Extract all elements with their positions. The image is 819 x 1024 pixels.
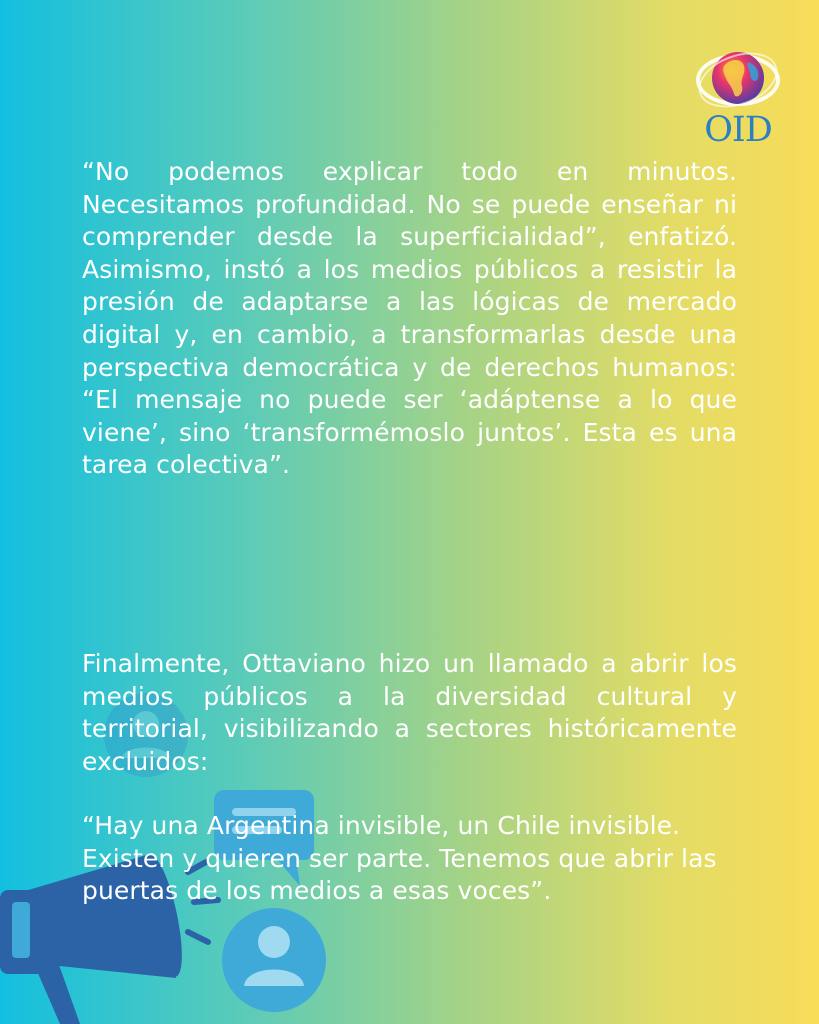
paragraph-2: Finalmente, Ottaviano hizo un llamado a abrir los medios públicos a la diversidad cultural y territorial, visibilizando a sectores históricamente excluidos: [82,649,737,776]
logo-text: OID [704,110,772,150]
quote-paragraph-1: “No podemos explicar todo en minutos. Necesitamos profundidad. No se puede enseñar ni comprender desde la superficialidad”, enfatizó. Asimismo, instó a los medios públicos a resistir la presión de adaptarse a las lógicas de mercado digital y, en cambio, a transformarlas desde una perspectiva democrática y de derechos humanos: “El mensaje no puede ser ‘adáptense a lo que viene’, sino ‘transformémoslo juntos’. Esta es una tarea colectiva”. [82,157,737,480]
oid-logo [694,44,782,154]
person-icon [222,908,326,1012]
globe-icon [694,44,782,114]
quote-paragraph-3: “Hay una Argentina invisible, un Chile invisible. Existen y quieren ser parte. Tenemos que abrir las puertas de los medios a esas voces”. [82,811,717,906]
